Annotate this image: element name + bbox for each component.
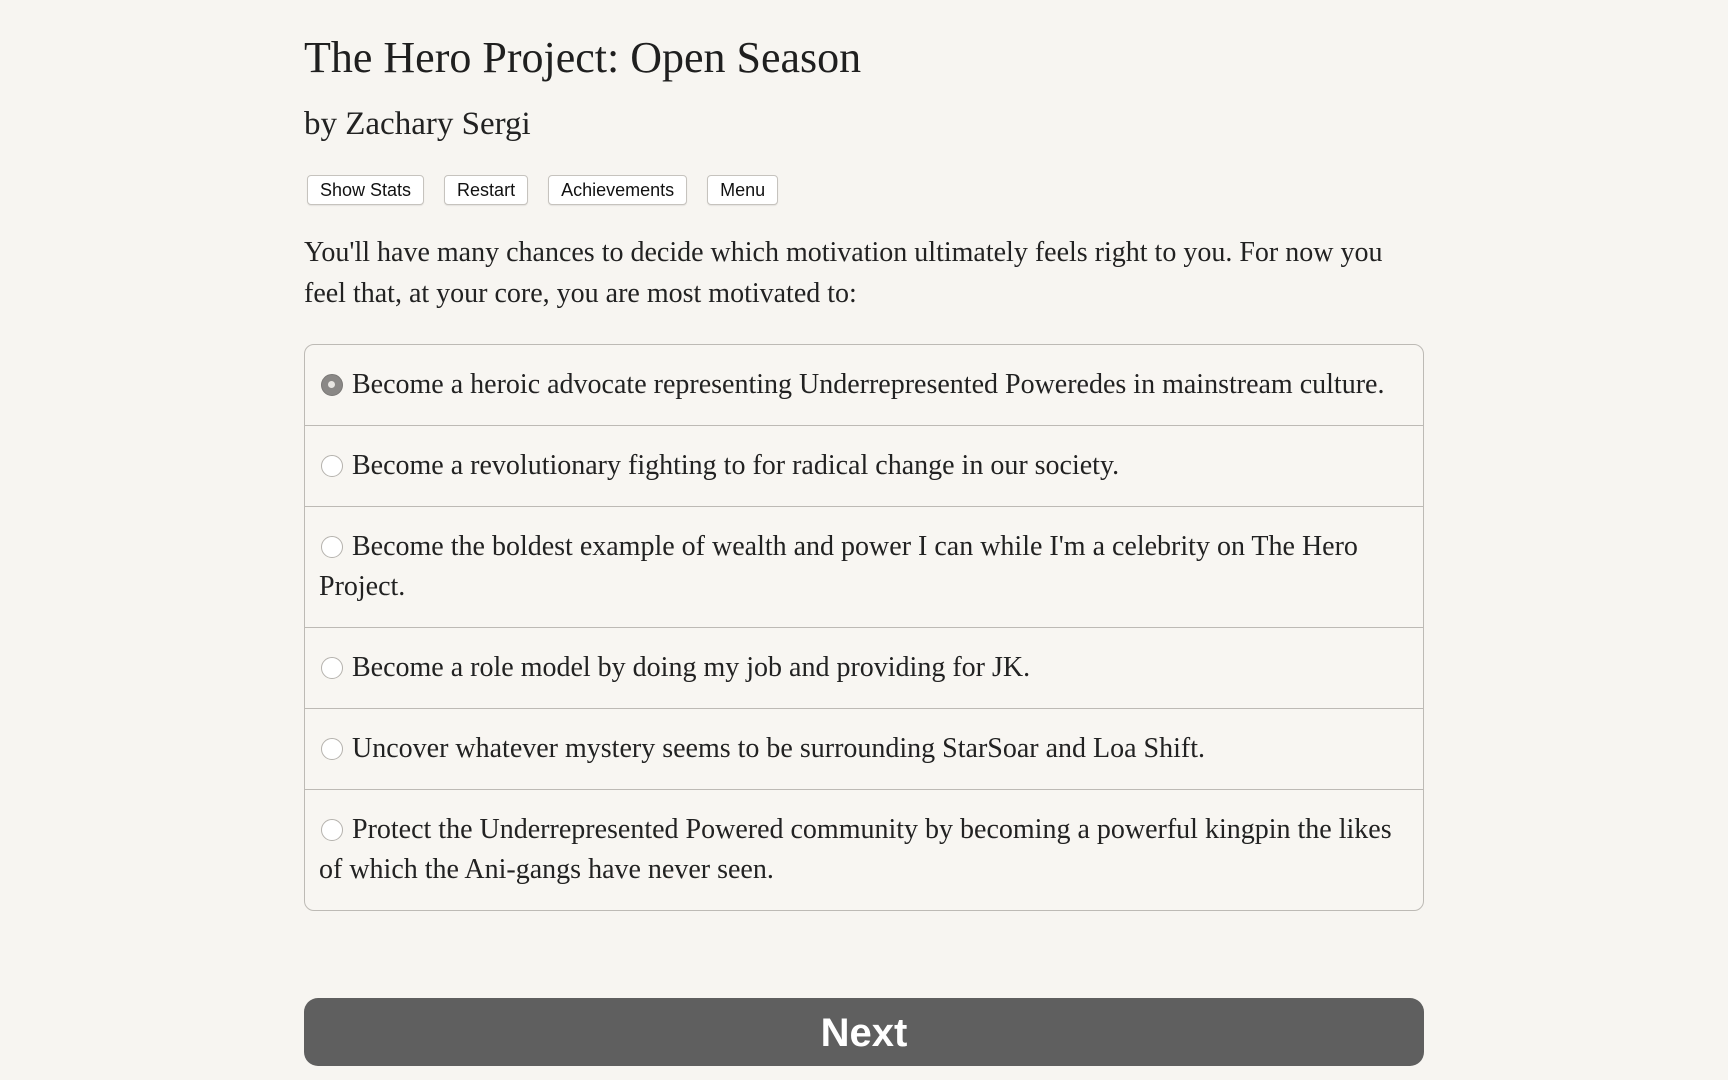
toolbar [307, 175, 778, 205]
choice-label: Protect the Underrepresented Powered community by becoming a powerful kingpin the likes of which the Ani-gangs have never seen. [319, 814, 1392, 885]
achievements-button[interactable]: Achievements [548, 175, 687, 205]
choice-list [304, 344, 1424, 911]
choice-option[interactable] [305, 506, 1423, 627]
choice-option[interactable] [305, 345, 1423, 425]
radio-button-icon[interactable] [321, 536, 343, 558]
choice-option[interactable] [305, 425, 1423, 506]
game-title: The Hero Project: Open Season [304, 33, 862, 82]
choice-option[interactable] [305, 627, 1423, 708]
author-byline: by Zachary Sergi [304, 106, 531, 142]
menu-button[interactable]: Menu [707, 175, 778, 205]
choice-option[interactable] [305, 789, 1423, 910]
radio-button-icon[interactable] [321, 657, 343, 679]
radio-button-checked-icon[interactable] [321, 374, 343, 396]
choice-label: Become a role model by doing my job and providing for JK. [352, 652, 1031, 683]
choice-label: Become a revolutionary fighting to for radical change in our society. [352, 450, 1120, 481]
show-stats-button[interactable]: Show Stats [307, 175, 424, 205]
radio-button-icon[interactable] [321, 738, 343, 760]
radio-button-icon[interactable] [321, 455, 343, 477]
next-button[interactable]: Next [304, 998, 1424, 1066]
restart-button[interactable]: Restart [444, 175, 528, 205]
choice-label: Uncover whatever mystery seems to be surrounding StarSoar and Loa Shift. [352, 733, 1206, 764]
choice-option[interactable] [305, 708, 1423, 789]
choice-label: Become the boldest example of wealth and power I can while I'm a celebrity on The Hero Project. [319, 531, 1358, 602]
radio-button-icon[interactable] [321, 819, 343, 841]
choice-label: Become a heroic advocate representing Underrepresented Poweredes in mainstream culture. [352, 369, 1385, 400]
story-prompt: You'll have many chances to decide which motivation ultimately feels right to you. For now you feel that, at your core, you are most motivated to: [304, 237, 1383, 309]
